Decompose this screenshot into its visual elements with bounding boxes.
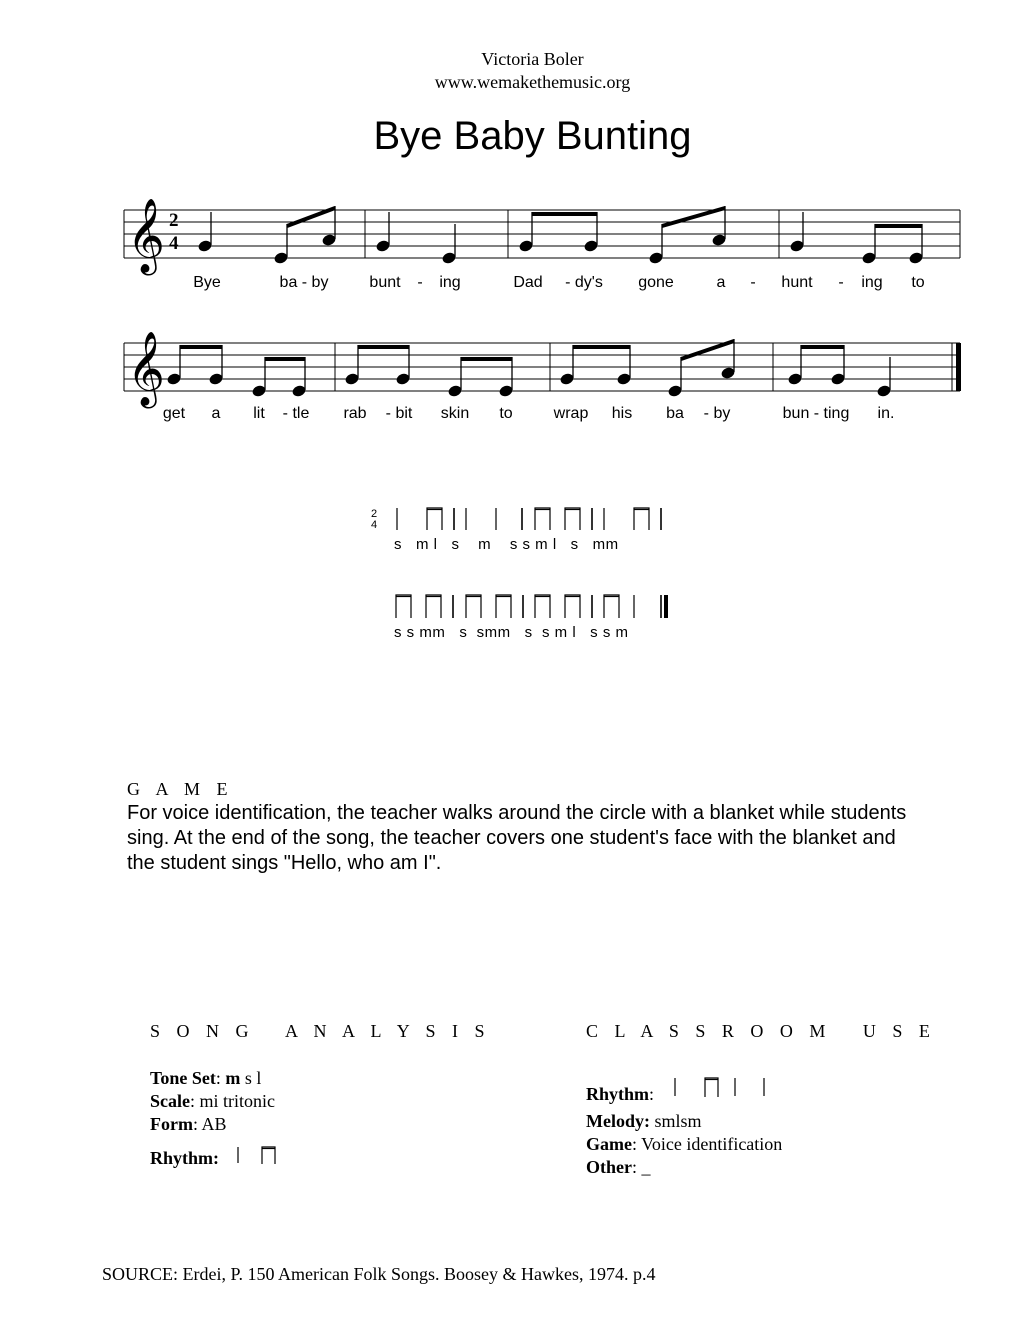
svg-text:2: 2 [371, 508, 378, 520]
other-row: Other: _ [586, 1157, 651, 1177]
lyric: Dad [513, 274, 543, 291]
lyric: a [211, 405, 221, 422]
lyric: - tle [282, 405, 310, 422]
stick-solfege-line-2: s s mm s smm s s m l s s m [394, 624, 629, 641]
lyric: bunt [369, 274, 401, 291]
lyric: - dy's [565, 274, 603, 291]
form-row: Form: AB [150, 1114, 227, 1134]
lyric: rab [343, 405, 367, 422]
lyric: Bye [193, 274, 221, 291]
lyric: get [162, 405, 186, 422]
website-url[interactable]: www.wemakethemusic.org [434, 72, 631, 92]
lyric: - [417, 274, 423, 291]
treble-clef-icon: 𝄞 [127, 332, 165, 406]
author-name: Victoria Boler [481, 49, 584, 69]
tone-set-row: Tone Set: m s l [150, 1068, 262, 1088]
lyric: to [499, 405, 513, 422]
scale-row: Scale: mi tritonic [150, 1091, 276, 1111]
game-heading: G A M E [127, 779, 234, 799]
lyric: in. [877, 405, 895, 422]
lyric: ba [666, 405, 684, 422]
melody-row: Melody: smlsm [586, 1111, 702, 1131]
rhythm-row: Rhythm: [150, 1148, 220, 1168]
time-sig-bottom: 4 [169, 233, 179, 254]
lyric: bun - ting [782, 405, 850, 422]
treble-clef-icon: 𝄞 [127, 199, 165, 273]
song-analysis-heading: S O N G A N A L Y S I S [150, 1021, 491, 1041]
classroom-rhythm-row: Rhythm: [586, 1084, 655, 1104]
lyric: his [611, 405, 633, 422]
lyric: - by [703, 405, 731, 422]
lyric: - [838, 274, 844, 291]
lyric: - bit [385, 405, 413, 422]
stick-solfege-line-1: s m l s m s s m l s mm [394, 536, 619, 553]
lyric: hunt [781, 274, 813, 291]
lyric: ing [439, 274, 461, 291]
game-row: Game: Voice identification [586, 1134, 783, 1154]
lyric: ing [861, 274, 883, 291]
lyric: ba - by [279, 274, 329, 291]
classroom-use-heading: C L A S S R O O M U S E [586, 1021, 936, 1041]
lyric: skin [440, 405, 470, 422]
game-description: For voice identification, the teacher walks around the circle with a blanket while students sing. At the end of the song, the teacher covers one student's face with the blanket and the student sings "Hello, who am I". [127, 802, 907, 874]
source-citation: SOURCE: Erdei, P. 150 American Folk Songs. Boosey & Hawkes, 1974. p.4 [102, 1264, 656, 1284]
lyric: lit [253, 405, 265, 422]
svg-text:4: 4 [371, 519, 378, 531]
lyric: to [911, 274, 925, 291]
lyric: a [716, 274, 726, 291]
lyric: wrap [553, 405, 589, 422]
lyric: - [750, 274, 756, 291]
time-sig-top: 2 [169, 210, 179, 231]
song-title: Bye Baby Bunting [373, 114, 692, 158]
lyric: gone [638, 274, 674, 291]
